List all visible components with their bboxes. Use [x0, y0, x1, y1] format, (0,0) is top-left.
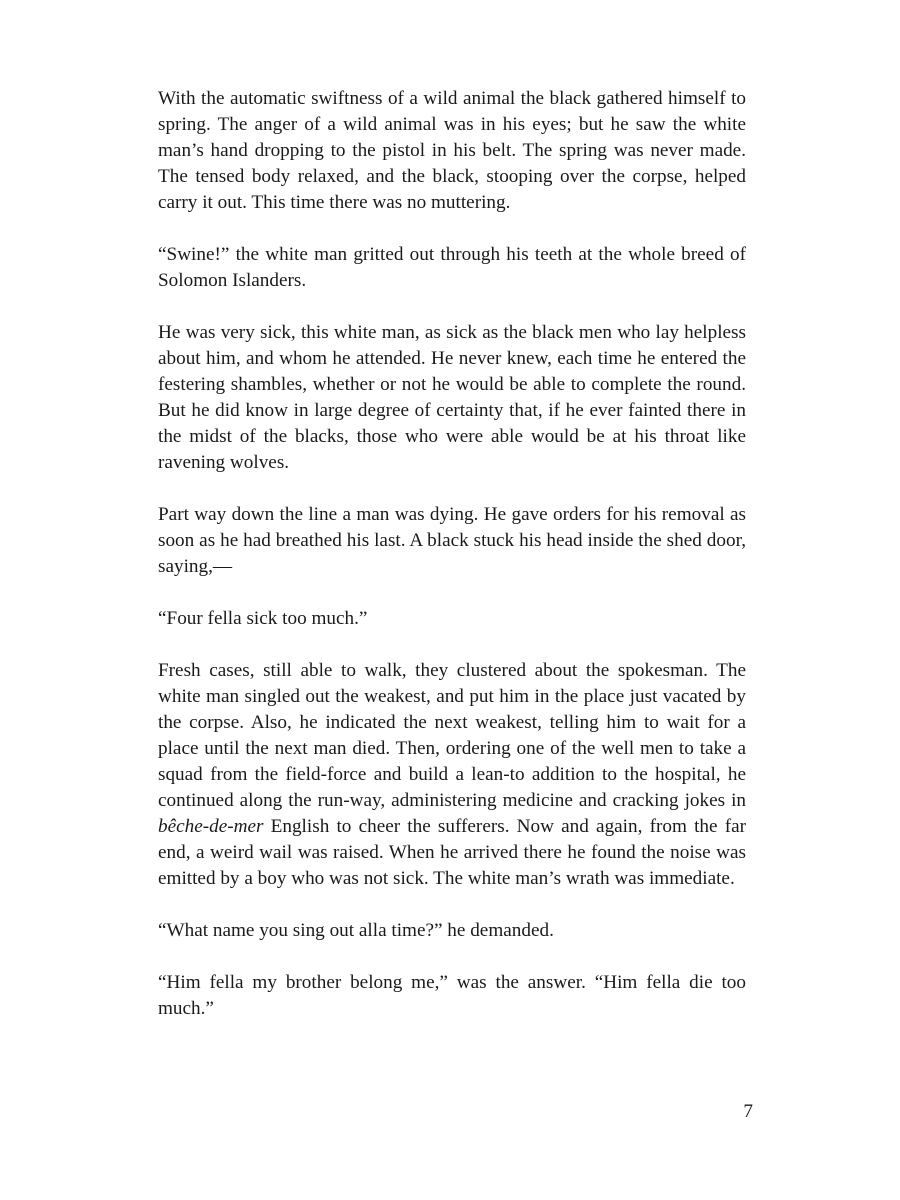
- paragraph-6-italic-term: bêche-de-mer: [158, 816, 264, 837]
- paragraph-6: [158, 658, 746, 892]
- paragraph-6-part-1: Fresh cases, still able to walk, they clustered about the spokesman. The white man singled out the weakest, and put him in the place just vacated by the corpse. Also, he indicated the next weakest, telling him to wait for a place until the next man died. Then, ordering one of the well men to take a squad from the field-force and build a lean-to addition to the hospital, he continued along the run-way, administering medicine and cracking jokes in: [158, 660, 746, 811]
- paragraph-6-part-2: English to cheer the sufferers. Now and again, from the far end, a weird wail was raised. When he arrived there he found the noise was emitted by a boy who was not sick. The white man’s wrath was immediate.: [158, 816, 746, 889]
- paragraph-8: “Him fella my brother belong me,” was the answer. “Him fella die too much.”: [158, 972, 746, 1019]
- body-text: [158, 86, 746, 1022]
- page-number: 7: [743, 1101, 753, 1122]
- paragraph-3: He was very sick, this white man, as sick as the black men who lay helpless about him, and whom he attended. He never knew, each time he entered the festering shambles, whether or not he would be able to complete the round. But he did know in large degree of certainty that, if he ever fainted there in the midst of the blacks, those who were able would be at his throat like ravening wolves.: [158, 322, 746, 473]
- paragraph-1: With the automatic swiftness of a wild animal the black gathered himself to spring. The anger of a wild animal was in his eyes; but he saw the white man’s hand dropping to the pistol in his belt. The spring was never made. The tensed body relaxed, and the black, stooping over the corpse, helped carry it out. This time there was no muttering.: [158, 88, 746, 213]
- paragraph-4: Part way down the line a man was dying. He gave orders for his removal as soon as he had breathed his last. A black stuck his head inside the shed door, saying,—: [158, 504, 746, 577]
- paragraph-2: “Swine!” the white man gritted out through his teeth at the whole breed of Solomon Islanders.: [158, 244, 746, 291]
- paragraph-5: “Four fella sick too much.”: [158, 608, 368, 629]
- paragraph-7: “What name you sing out alla time?” he demanded.: [158, 920, 554, 941]
